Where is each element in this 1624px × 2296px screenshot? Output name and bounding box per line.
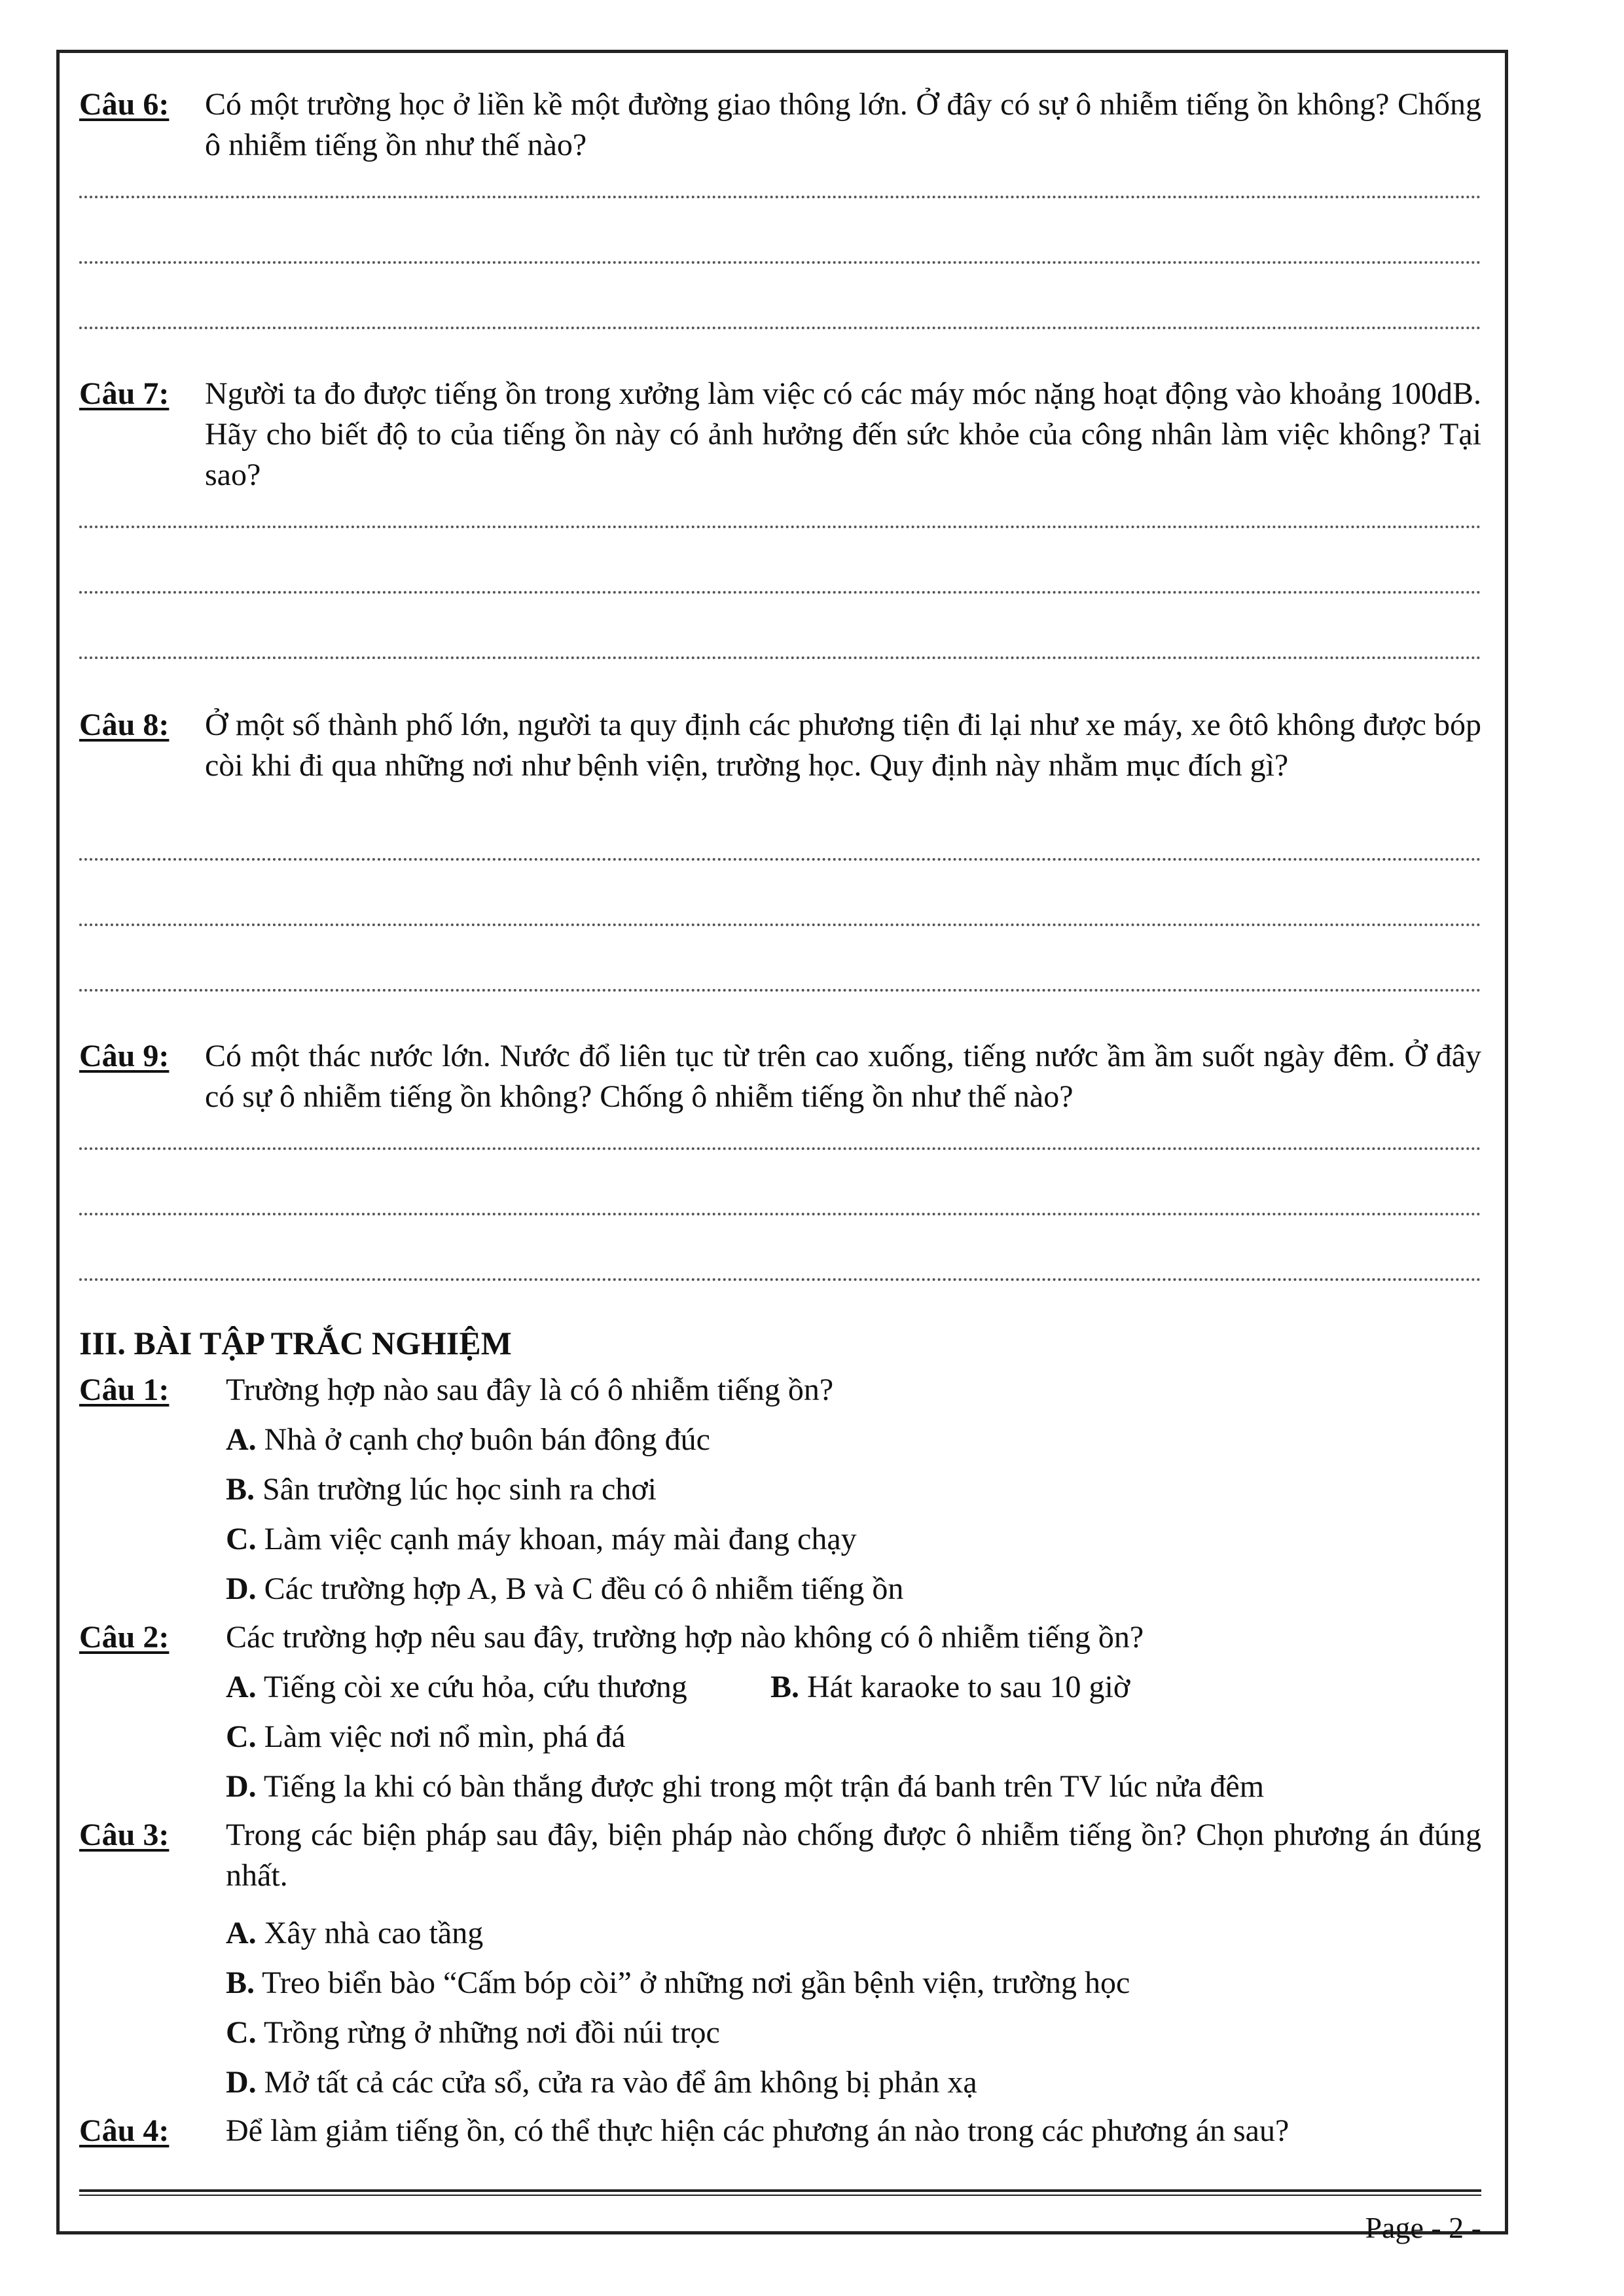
- option-text: Làm việc nơi nổ mìn, phá đá: [264, 1719, 626, 1754]
- mc-question-3-text: Trong các biện pháp sau đây, biện pháp nào chống được ô nhiễm tiếng ồn? Chọn phương án đúng nhất.: [226, 1818, 1481, 1893]
- mc-2-option-a[interactable]: [226, 1667, 687, 1708]
- option-key: A.: [226, 1670, 257, 1704]
- mc-2-option-b[interactable]: [770, 1667, 1130, 1708]
- question-8-text: Ở một số thành phố lớn, người ta quy định các phương tiện đi lại như xe máy, xe ôtô không được bóp còi khi đi qua những nơi như bệnh viện, trường học. Quy định này nhằm mục đích gì?: [205, 708, 1481, 783]
- option-key: A.: [226, 1916, 257, 1950]
- option-text: Làm việc cạnh máy khoan, máy mài đang chạy: [264, 1522, 857, 1556]
- answer-line[interactable]: [79, 591, 1481, 594]
- option-text: Tiếng la khi có bàn thắng được ghi trong một trận đá banh trên TV lúc nửa đêm: [263, 1769, 1265, 1804]
- answer-line[interactable]: [79, 656, 1481, 659]
- question-9-label: Câu 9:: [79, 1039, 170, 1073]
- option-key: C.: [226, 2015, 257, 2050]
- answer-line[interactable]: [79, 858, 1481, 861]
- mc-question-4-label: Câu 4:: [79, 2113, 170, 2148]
- footer-divider-thin: [79, 2195, 1481, 2196]
- option-text: Sân trường lúc học sinh ra chơi: [262, 1472, 657, 1507]
- answer-line[interactable]: [79, 327, 1481, 329]
- option-text: Xây nhà cao tầng: [264, 1916, 484, 1950]
- question-9: [79, 1036, 1481, 1117]
- mc-2-option-d[interactable]: [226, 1767, 1264, 1807]
- mc-question-3: [79, 1815, 1481, 1896]
- mc-3-option-a[interactable]: [226, 1913, 483, 1954]
- option-key: B.: [226, 1965, 255, 2000]
- option-key: D.: [226, 1571, 257, 1606]
- option-key: B.: [770, 1670, 800, 1704]
- page-number: Page - 2 -: [1365, 2211, 1481, 2244]
- mc-question-4-text: Để làm giảm tiếng ồn, có thể thực hiện các phương án nào trong các phương án sau?: [226, 2113, 1290, 2148]
- mc-question-3-label: Câu 3:: [79, 1818, 170, 1852]
- answer-line[interactable]: [79, 1278, 1481, 1281]
- section-title: III. BÀI TẬP TRẮC NGHIỆM: [79, 1325, 512, 1361]
- mc-3-option-b[interactable]: [226, 1963, 1130, 2003]
- footer-divider: [79, 2189, 1481, 2192]
- question-8: [79, 705, 1481, 786]
- mc-1-option-a[interactable]: [226, 1420, 710, 1460]
- option-text: Nhà ở cạnh chợ buôn bán đông đúc: [264, 1422, 710, 1457]
- option-text: Hát karaoke to sau 10 giờ: [807, 1670, 1130, 1704]
- question-7-text: Người ta đo được tiếng ồn trong xưởng làm việc có các máy móc nặng hoạt động vào khoảng 100dB. Hãy cho biết độ to của tiếng ồn này có ảnh hưởng đến sức khỏe của công nhân làm việc không? Tại sao?: [205, 376, 1481, 492]
- answer-line[interactable]: [79, 989, 1481, 992]
- option-key: D.: [226, 1769, 257, 1804]
- mc-2-option-c[interactable]: [226, 1717, 626, 1757]
- option-key: A.: [226, 1422, 257, 1457]
- option-text: Treo biển bào “Cấm bóp còi” ở những nơi gần bệnh viện, trường học: [262, 1965, 1130, 2000]
- answer-line[interactable]: [79, 1147, 1481, 1150]
- page-frame: [56, 50, 1508, 2244]
- question-7: [79, 374, 1481, 495]
- mc-question-2-text: Các trường hợp nêu sau đây, trường hợp nào không có ô nhiễm tiếng ồn?: [226, 1620, 1144, 1655]
- question-6: [79, 84, 1481, 166]
- question-7-label: Câu 7:: [79, 376, 170, 411]
- mc-1-option-b[interactable]: [226, 1469, 657, 1510]
- question-6-label: Câu 6:: [79, 87, 170, 122]
- answer-line[interactable]: [79, 261, 1481, 264]
- mc-question-2: [79, 1617, 1481, 1658]
- answer-line[interactable]: [79, 1213, 1481, 1215]
- mc-question-2-label: Câu 2:: [79, 1620, 170, 1655]
- answer-line[interactable]: [79, 924, 1481, 926]
- option-text: Các trường hợp A, B và C đều có ô nhiễm tiếng ồn: [264, 1571, 904, 1606]
- mc-question-1-label: Câu 1:: [79, 1372, 170, 1407]
- option-key: D.: [226, 2065, 257, 2100]
- option-text: Tiếng còi xe cứu hỏa, cứu thương: [263, 1670, 687, 1704]
- option-key: C.: [226, 1719, 257, 1754]
- mc-3-option-d[interactable]: [226, 2062, 977, 2103]
- option-key: C.: [226, 1522, 257, 1556]
- mc-3-option-c[interactable]: [226, 2013, 720, 2053]
- answer-line[interactable]: [79, 526, 1481, 528]
- option-key: B.: [226, 1472, 255, 1507]
- question-6-text: Có một trường học ở liền kề một đường giao thông lớn. Ở đây có sự ô nhiễm tiếng ồn không? Chống ô nhiễm tiếng ồn như thế nào?: [205, 87, 1481, 162]
- answer-line[interactable]: [79, 196, 1481, 198]
- option-text: Mở tất cả các cửa sổ, cửa ra vào để âm không bị phản xạ: [264, 2065, 977, 2100]
- question-9-text: Có một thác nước lớn. Nước đổ liên tục từ trên cao xuống, tiếng nước ầm ầm suốt ngày đêm. Ở đây có sự ô nhiễm tiếng ồn không? Chống ô nhiễm tiếng ồn như thế nào?: [205, 1039, 1481, 1114]
- mc-question-1: [79, 1370, 1481, 1410]
- mc-question-4: [79, 2111, 1481, 2151]
- mc-question-1-text: Trường hợp nào sau đây là có ô nhiễm tiếng ồn?: [226, 1372, 834, 1407]
- question-8-label: Câu 8:: [79, 708, 170, 742]
- mc-1-option-d[interactable]: [226, 1569, 903, 1609]
- option-text: Trồng rừng ở những nơi đồi núi trọc: [263, 2015, 720, 2050]
- worksheet-content: [60, 53, 1505, 2244]
- mc-1-option-c[interactable]: [226, 1519, 857, 1560]
